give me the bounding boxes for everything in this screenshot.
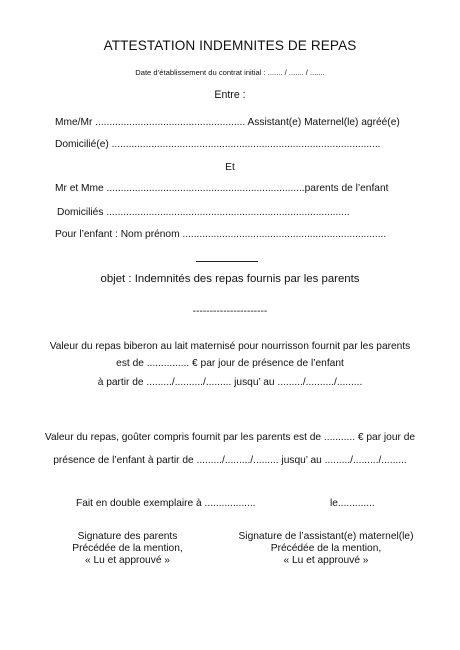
repas-line-1: Valeur du repas, goûter compris fournit par les parents est de ........... € par jour de	[44, 432, 416, 443]
parents-signature-title: Signature des parents	[77, 531, 178, 542]
object-separator: ----------------------	[192, 306, 268, 317]
assistant-signature-title: Signature de l’assistant(e) maternel(le)	[238, 531, 414, 542]
repas-line-2: présence de l’enfant à partir de ........./........./......... jusqu’ au ........./........./.........	[53, 455, 407, 466]
assistant-domicile-line: Domicilié(e) ...............................................................................................	[55, 139, 381, 150]
object-line: objet : Indemnités des repas fournis par les parents	[100, 273, 360, 285]
divider-line	[196, 261, 258, 262]
biberon-line-2: est de ............... € par jour de présence de l’enfant	[116, 358, 344, 369]
parents-signature-mention: Précédée de la mention,	[72, 543, 183, 554]
document-title: ATTESTATION INDEMNITES DE REPAS	[103, 38, 357, 53]
biberon-line-3: à partir de ........./........../......... jusqu’ au ........./........../.........	[97, 377, 363, 388]
contract-date-line: Date d’établissement du contrat initial : ....... / ....... / .......	[135, 68, 325, 77]
entre-label: Entre :	[214, 89, 246, 101]
biberon-line-1: Valeur du repas biberon au lait maternisé pour nourrisson fournit par les parents	[49, 341, 411, 352]
parents-signature-approval: « Lu et approuvé »	[85, 555, 170, 566]
assistant-signature-block	[226, 531, 426, 567]
assistant-signature-approval: « Lu et approuvé »	[283, 555, 369, 566]
date-le-line: le.............	[330, 498, 375, 509]
parents-line: Mr et Mme ......................................................................parents de l’enfant	[55, 183, 389, 194]
child-name-line: Pour l’enfant : Nom prénom ........................................................................	[55, 229, 387, 240]
fait-en-line: Fait en double exemplaire à ..................	[76, 498, 256, 509]
et-label: Et	[225, 162, 235, 173]
assistant-signature-mention: Précédée de la mention,	[270, 543, 382, 554]
assistant-line: Mme/Mr ..................................................... Assistant(e) Maternel(le) agréé(e)	[55, 117, 400, 128]
parents-signature-block	[60, 531, 195, 567]
parents-domicile-line: Domiciliés ......................................................................................	[57, 207, 350, 218]
